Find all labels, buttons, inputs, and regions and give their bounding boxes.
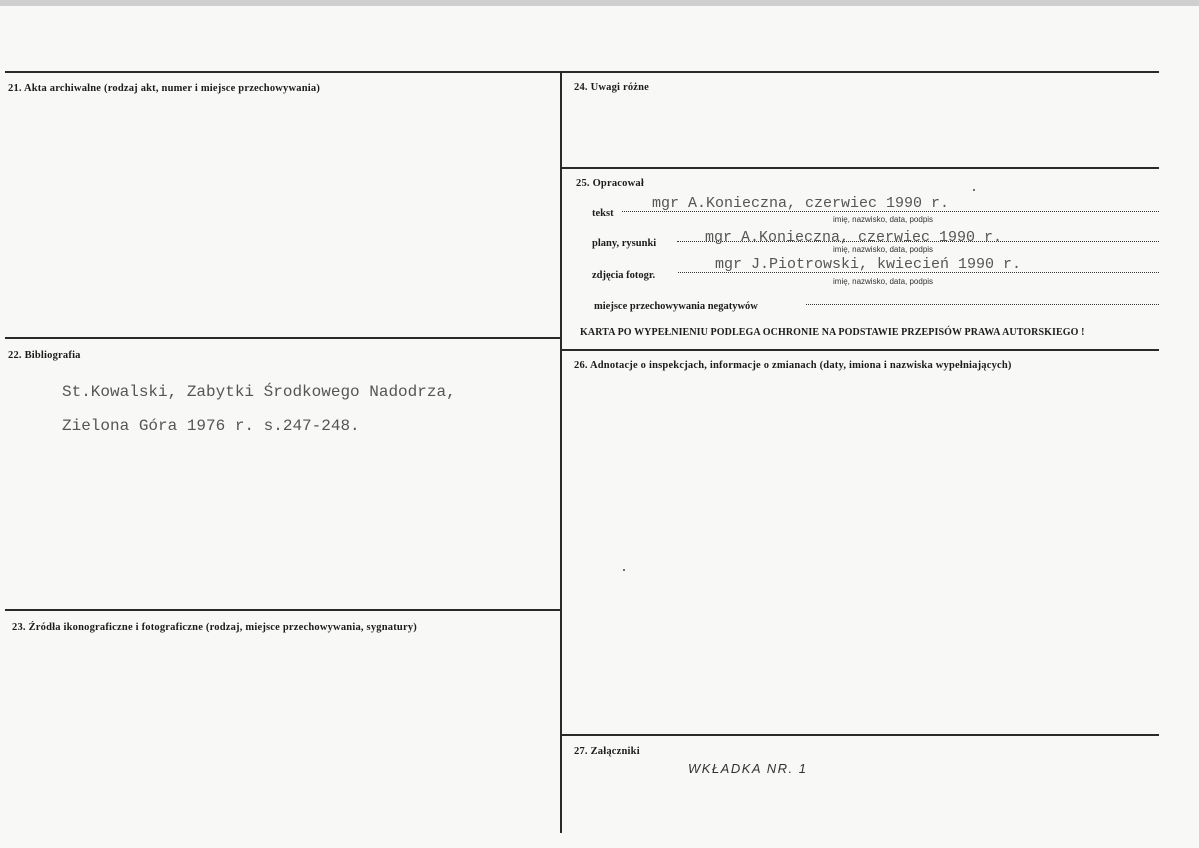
section-25-title: Opracował [592, 178, 644, 189]
section-22-number: 22. [8, 350, 22, 361]
section-21-desc: (rodzaj akt, numer i miejsce przechowywania) [104, 83, 321, 94]
section-26-desc: (daty, imiona i nazwiska wypełniających) [819, 360, 1012, 371]
section-27-number: 27. [574, 746, 588, 757]
section-24-number: 24. [574, 82, 588, 93]
section-26-title: Adnotacje o inspekcjach, informacje o zmianach [589, 360, 817, 371]
right-rule-24-25 [561, 167, 1159, 169]
section-24-title: Uwagi różne [590, 82, 650, 93]
section-21-number: 21. [8, 83, 22, 94]
center-divider [560, 71, 562, 833]
scan-speck [623, 569, 625, 571]
bibliography-line-2: Zielona Góra 1976 r. s.247-248. [62, 417, 360, 435]
top-rule [5, 71, 1159, 73]
section-27-label [574, 746, 640, 757]
section-25-label [576, 178, 644, 189]
copyright-notice: KARTA PO WYPEŁNIENIU PODLEGA OCHRONIE NA PODSTAWIE PRZEPISÓW PRAWA AUTORSKIEGO ! [580, 327, 1085, 338]
scan-top-edge [0, 0, 1199, 6]
row-photos-value: mgr J.Piotrowski, kwiecień 1990 r. [715, 256, 1022, 273]
right-rule-25-26 [561, 349, 1159, 351]
row-plans-caption: imię, nazwisko, data, podpis [833, 245, 934, 254]
attachment-handwritten-note: WKŁADKA NR. 1 [688, 761, 808, 776]
section-26-number: 26. [574, 360, 588, 371]
section-23-desc: (rodzaj, miejsce przechowywania, sygnatury) [205, 622, 417, 633]
row-negatives-dotted-line [806, 304, 1159, 305]
right-rule-26-27 [561, 734, 1159, 736]
section-21-title: Akta archiwalne [23, 83, 102, 94]
row-photos-label: zdjęcia fotogr. [592, 270, 656, 281]
section-24-label [574, 82, 649, 93]
row-text-caption: imię, nazwisko, data, podpis [833, 215, 934, 224]
section-21-label [8, 83, 320, 94]
row-negatives-label: miejsce przechowywania negatywów [594, 301, 758, 312]
section-27-title: Załączniki [590, 746, 640, 757]
left-rule-22-23 [5, 609, 561, 611]
section-25-number: 25. [576, 178, 590, 189]
scan-speck [973, 189, 975, 191]
row-text-value: mgr A.Konieczna, czerwiec 1990 r. [652, 195, 950, 212]
row-photos-caption: imię, nazwisko, data, podpis [833, 277, 934, 286]
row-plans-value: mgr A.Konieczna, czerwiec 1990 r. [705, 229, 1003, 246]
section-23-label [12, 622, 417, 633]
bibliography-line-1: St.Kowalski, Zabytki Środkowego Nadodrza, [62, 383, 456, 401]
section-22-title: Bibliografia [24, 350, 81, 361]
section-23-number: 23. [12, 622, 26, 633]
row-plans-label: plany, rysunki [592, 238, 657, 249]
section-23-title: Źródła ikonograficzne i fotograficzne [28, 622, 204, 633]
section-22-label [8, 350, 81, 361]
left-rule-21-22 [5, 337, 561, 339]
row-text-label: tekst [592, 208, 614, 219]
section-26-label [574, 360, 1012, 371]
